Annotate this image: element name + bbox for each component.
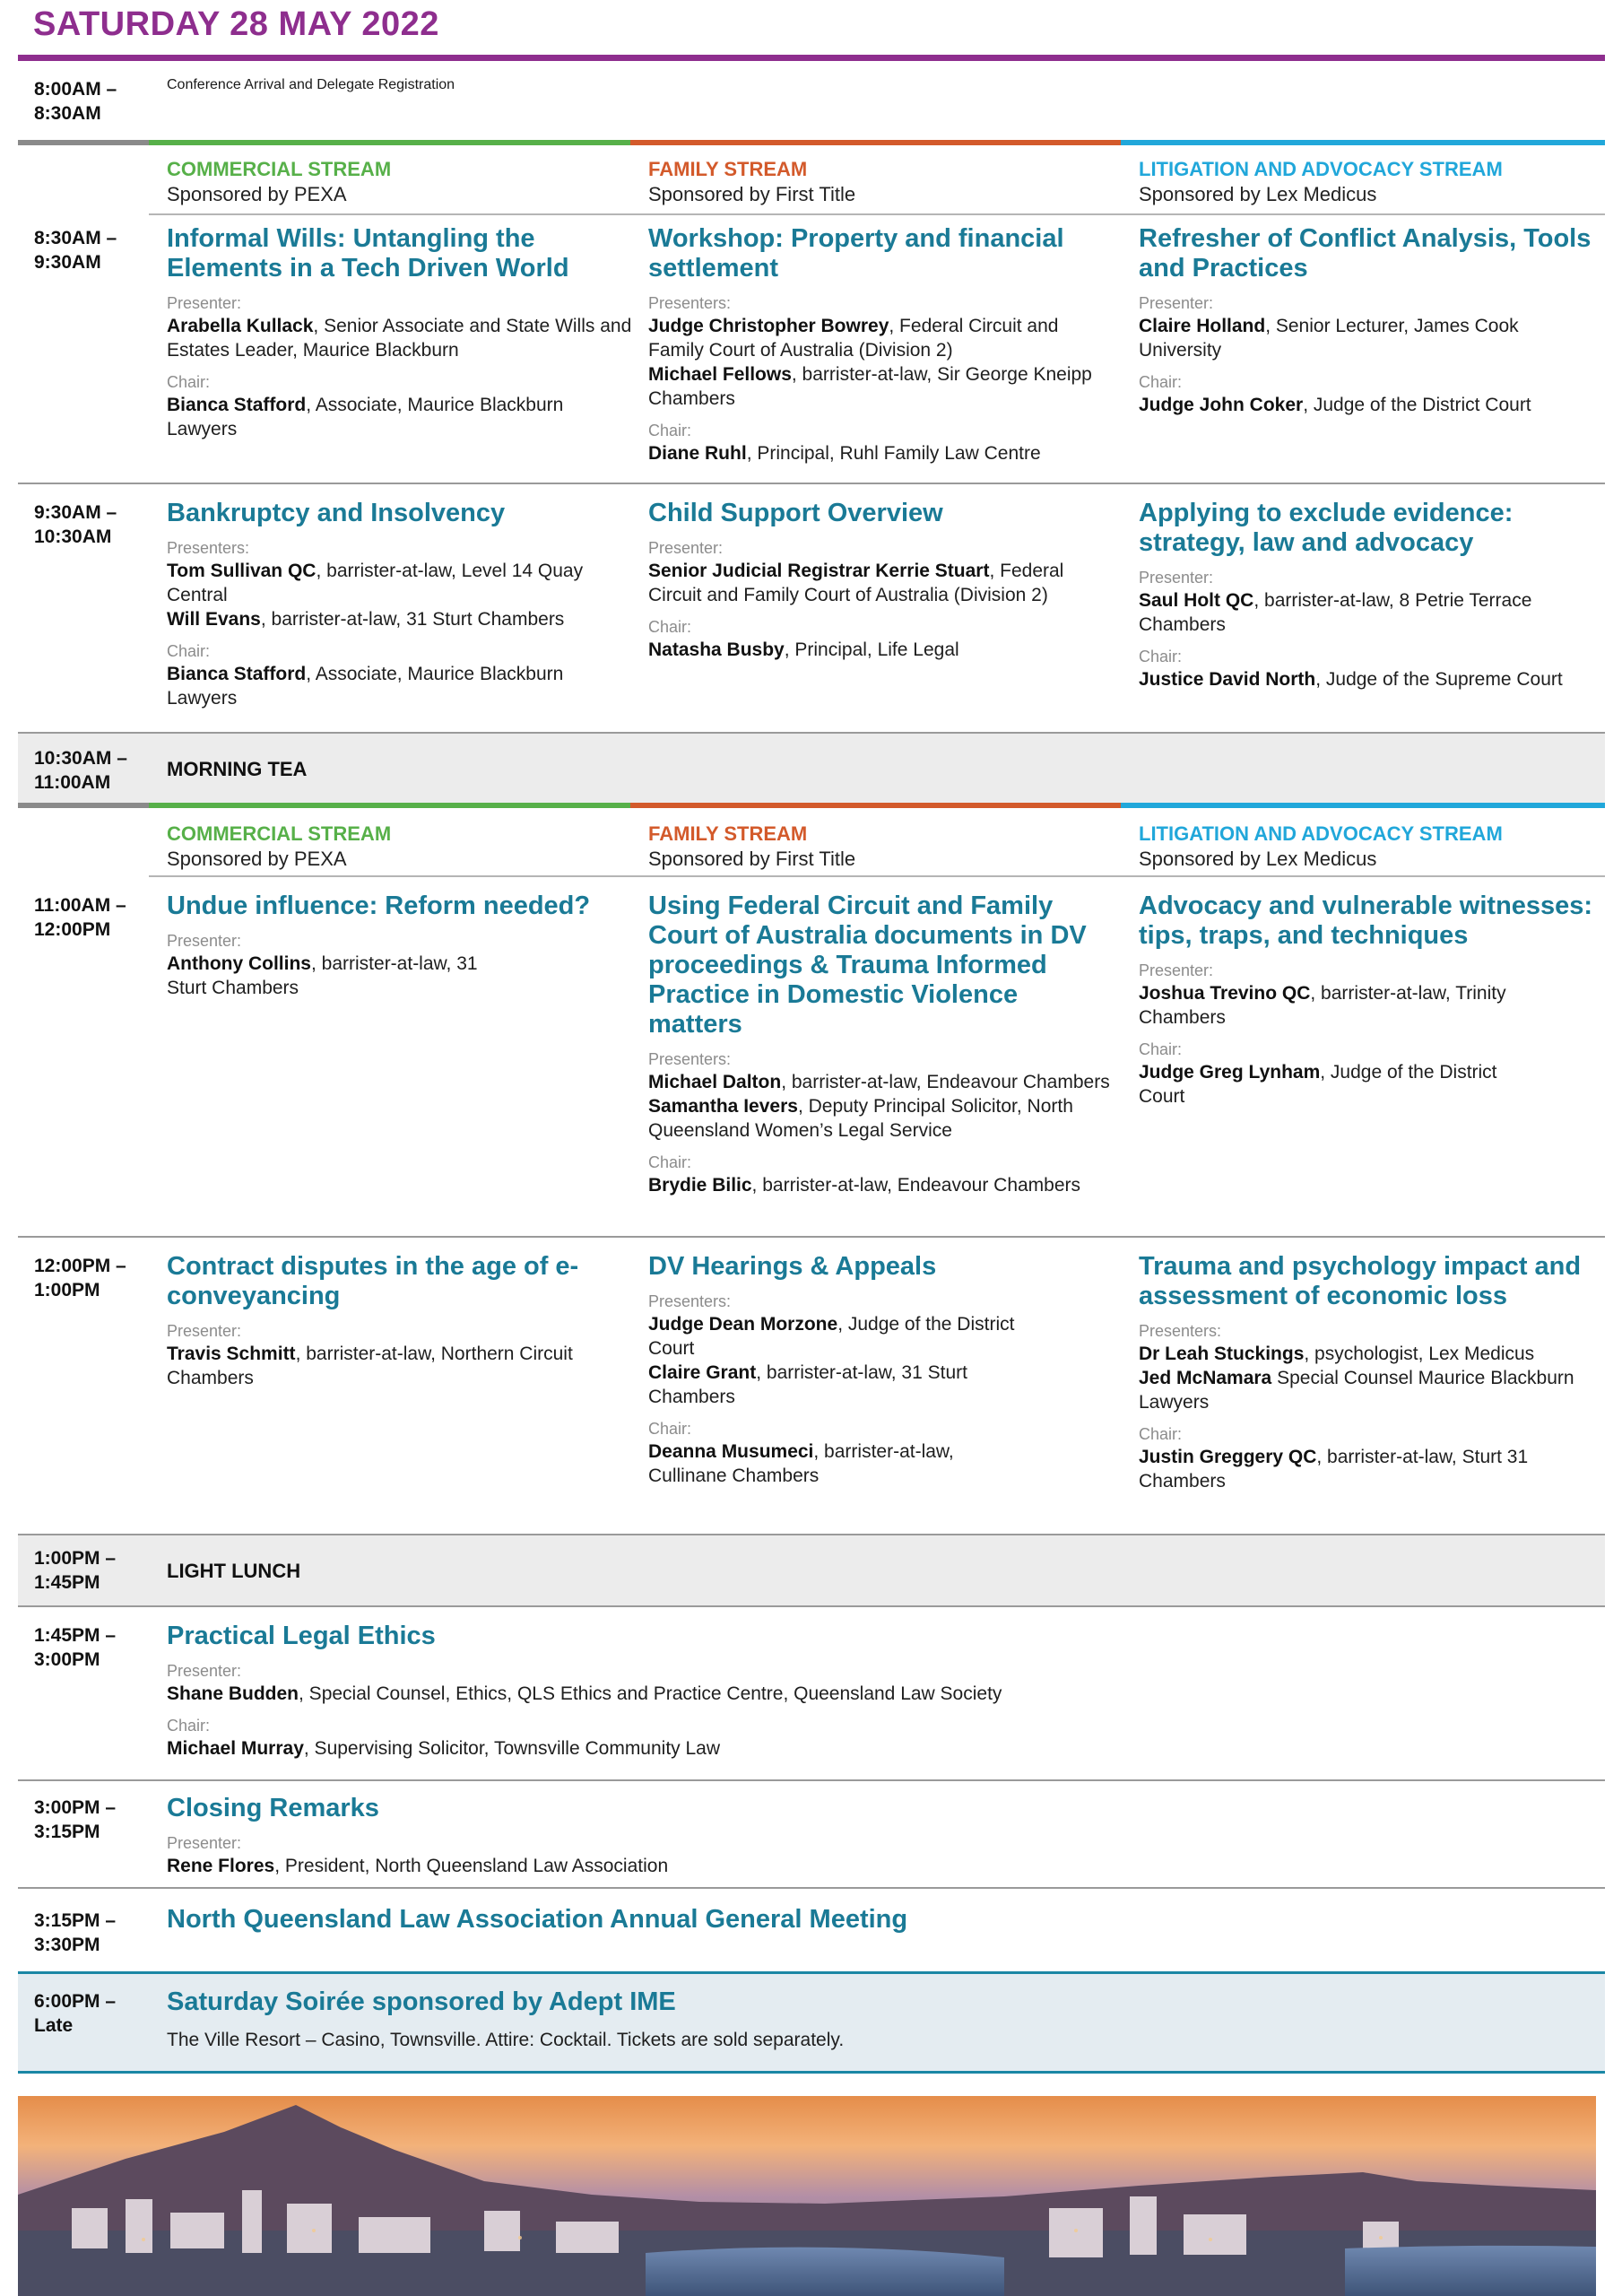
session-title: Practical Legal Ethics	[167, 1622, 436, 1650]
stream-commercial-sponsor: Sponsored by PEXA	[167, 848, 347, 870]
session-time: 11:00AM – 12:00PM	[34, 895, 126, 940]
townsville-skyline-illustration	[18, 2096, 1596, 2296]
stream-litigation-sponsor: Sponsored by Lex Medicus	[1139, 183, 1377, 205]
stream-family-sponsor: Sponsored by First Title	[648, 183, 856, 205]
session-plenary	[167, 1987, 1583, 2052]
session-title: Saturday Soirée sponsored by Adept IME	[167, 1987, 676, 2016]
stream-commercial-sponsor: Sponsored by PEXA	[167, 183, 347, 205]
session-title: Closing Remarks	[167, 1794, 379, 1822]
session-agm	[18, 1889, 1605, 1971]
session-title: Informal Wills: Untangling the Elements in a Tech Driven World	[167, 224, 569, 283]
session-litigation: Advocacy and vulnerable witnesses: tips, traps, and techniques Presenter: Joshua Trevino QC, barrister-at-law, Trinity Chambers Chair: Judge Greg Lynham, Judge of the District Court	[1139, 891, 1605, 1109]
session-830	[18, 215, 1605, 484]
session-time: 1:45PM – 3:00PM	[34, 1625, 117, 1670]
session-title: Using Federal Circuit and Family Court of Australia documents in DV proceedings & Trauma Informed Practice in Domestic Violence matters	[648, 891, 1087, 1039]
session-plenary	[167, 1905, 1583, 1935]
stream-commercial-name: COMMERCIAL STREAM	[167, 822, 392, 845]
session-title: Bankruptcy and Insolvency	[167, 499, 506, 527]
event-description: The Ville Resort – Casino, Townsville. Attire: Cocktail. Tickets are sold separately.	[167, 2030, 845, 2050]
session-title: Undue influence: Reform needed?	[167, 891, 591, 920]
break-light-lunch	[18, 1535, 1605, 1607]
session-commercial: Bankruptcy and Insolvency Presenters: Tom Sullivan QC, barrister-at-law, Level 14 Quay Central Will Evans, barrister-at-law, 31 Sturt Chambers Chair: Bianca Stafford, Associate, Maurice Blackburn Lawyers	[167, 499, 633, 710]
session-title: Contract disputes in the age of e-conveyancing	[167, 1252, 579, 1310]
session-time: 1:00PM – 1:45PM	[34, 1548, 117, 1593]
session-title: Applying to exclude evidence: strategy, law and advocacy	[1139, 499, 1514, 557]
session-registration	[18, 61, 1605, 144]
session-time: 10:30AM – 11:00AM	[34, 748, 127, 793]
session-time: 8:00AM – 8:30AM	[34, 79, 117, 124]
rule-commercial	[149, 803, 630, 808]
session-time: 3:00PM – 3:15PM	[34, 1797, 117, 1842]
session-time: 8:30AM – 9:30AM	[34, 228, 117, 273]
session-930	[18, 484, 1605, 734]
session-title: North Queensland Law Association Annual General Meeting	[167, 1905, 908, 1934]
session-family: Using Federal Circuit and Family Court of Australia documents in DV proceedings & Trauma Informed Practice in Domestic Violence matters Presenters: Michael Dalton, barrister-at-law, Endeavour Chambers Samantha Ievers, Deputy Principal Solicitor, North Queensland Women’s Legal Service Chair: Brydie Bilic, barrister-at-law, Endeavour Chambers	[648, 891, 1115, 1197]
session-commercial: Undue influence: Reform needed? Presenter: Anthony Collins, barrister-at-law, 31 Sturt Chambers	[167, 891, 633, 1000]
session-title: Workshop: Property and financial settlement	[648, 224, 1064, 283]
session-commercial: Informal Wills: Untangling the Elements in a Tech Driven World Presenter: Arabella Kullack, Senior Associate and State Wills and Estates Leader, Maurice Blackburn Chair: Bianca Stafford, Associate, Maurice Blackburn Lawyers	[167, 224, 632, 439]
rule-gray	[18, 803, 149, 808]
day-title: SATURDAY 28 MAY 2022	[33, 5, 439, 43]
session-1100	[18, 877, 1605, 1238]
session-title: Conference Arrival and Delegate Registration	[167, 77, 455, 92]
rule-commercial	[149, 140, 630, 145]
break-label: LIGHT LUNCH	[167, 1560, 301, 1582]
session-time: 6:00PM – Late	[34, 1991, 117, 2036]
session-plenary: Practical Legal Ethics Presenter: Shane Budden, Special Counsel, Ethics, QLS Ethics and Practice Centre, Queensland Law Society Chair: Michael Murray, Supervising Solicitor, Townsville Community Law	[167, 1622, 1583, 1761]
stream-family-name: FAMILY STREAM	[648, 822, 808, 845]
session-title: Advocacy and vulnerable witnesses: tips, traps, and techniques	[1139, 891, 1593, 950]
title-rule	[18, 55, 1605, 61]
session-family: Child Support Overview Presenter: Senior Judicial Registrar Kerrie Stuart, Federal Circuit and Family Court of Australia (Division 2) Chair: Natasha Busby, Principal, Life Legal	[648, 499, 1115, 662]
session-litigation: Refresher of Conflict Analysis, Tools and Practices Presenter: Claire Holland, Senior Lecturer, James Cook University Chair: Judge John Coker, Judge of the District Court	[1139, 224, 1605, 417]
session-closing	[18, 1781, 1605, 1889]
session-1200	[18, 1238, 1605, 1535]
stream-litigation-name: LITIGATION AND ADVOCACY STREAM	[1139, 158, 1503, 180]
session-litigation: Applying to exclude evidence: strategy, law and advocacy Presenter: Saul Holt QC, barrister-at-law, 8 Petrie Terrace Chambers Chair: Justice David North, Judge of the Supreme Court	[1139, 499, 1605, 691]
session-title: DV Hearings & Appeals	[648, 1252, 937, 1281]
stream-litigation-name: LITIGATION AND ADVOCACY STREAM	[1139, 822, 1503, 845]
session-time: 12:00PM – 1:00PM	[34, 1256, 126, 1300]
session-litigation: Trauma and psychology impact and assessment of economic loss Presenters: Dr Leah Stuckings, psychologist, Lex Medicus Jed McNamara Special Counsel Maurice Blackburn Lawyers Chair: Justin Greggery QC, barrister-at-law, Sturt 31 Chambers	[1139, 1252, 1605, 1493]
rule-litigation	[1121, 803, 1605, 808]
session-family: Workshop: Property and financial settlement Presenters: Judge Christopher Bowrey, Federal Circuit and Family Court of Australia (Division 2) Michael Fellows, barrister-at-law, Sir George Kneipp Chambers Chair: Diane Ruhl, Principal, Ruhl Family Law Centre	[648, 224, 1115, 465]
session-time: 9:30AM – 10:30AM	[34, 502, 117, 547]
rule-litigation	[1121, 140, 1605, 145]
event-soiree	[18, 1971, 1605, 2074]
session-plenary: Closing Remarks Presenter: Rene Flores, President, North Queensland Law Association	[167, 1794, 1583, 1878]
session-time: 3:15PM – 3:30PM	[34, 1910, 117, 1955]
stream-family-name: FAMILY STREAM	[648, 158, 808, 180]
session-title: Refresher of Conflict Analysis, Tools and Practices	[1139, 224, 1592, 283]
session-family: DV Hearings & Appeals Presenters: Judge Dean Morzone, Judge of the District Court Claire Grant, barrister-at-law, 31 Sturt Chambers Chair: Deanna Musumeci, barrister-at-law, Cullinane Chambers	[648, 1252, 1115, 1488]
break-label: MORNING TEA	[167, 758, 308, 780]
session-title: Child Support Overview	[648, 499, 943, 527]
stream-commercial-name: COMMERCIAL STREAM	[167, 158, 392, 180]
stream-litigation-sponsor: Sponsored by Lex Medicus	[1139, 848, 1377, 870]
townsville-banner-image	[18, 2096, 1596, 2296]
break-morning-tea	[18, 734, 1605, 804]
rule-family	[630, 140, 1121, 145]
session-title: Trauma and psychology impact and assessment of economic loss	[1139, 1252, 1582, 1310]
session-ethics	[18, 1607, 1605, 1781]
rule-family	[630, 803, 1121, 808]
stream-family-sponsor: Sponsored by First Title	[648, 848, 856, 870]
session-commercial: Contract disputes in the age of e-conveyancing Presenter: Travis Schmitt, barrister-at-law, Northern Circuit Chambers	[167, 1252, 633, 1390]
rule-gray	[18, 140, 149, 145]
